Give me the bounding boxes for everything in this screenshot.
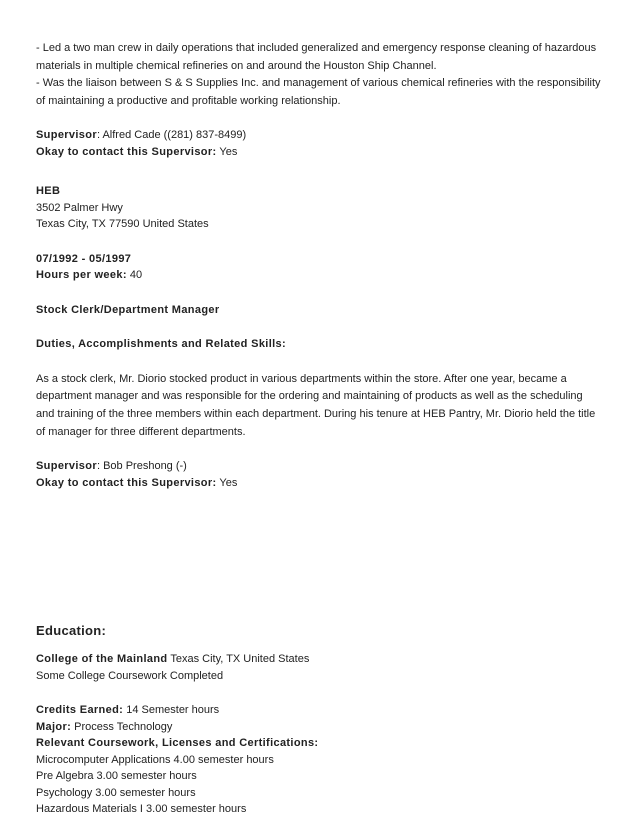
coursework-heading: Relevant Coursework, Licenses and Certifications: bbox=[36, 737, 319, 750]
duty-line: department manager and was responsible for the ordering and maintaining of products as well as the scheduling bbox=[36, 390, 583, 403]
duty-line: - Was the liaison between S & S Supplies Inc. and management of various chemical refineries with the responsibility bbox=[36, 77, 601, 90]
employer-address-line2: Texas City, TX 77590 United States bbox=[36, 218, 209, 231]
okay-contact-value: Yes bbox=[219, 145, 238, 158]
resume-page bbox=[36, 40, 606, 818]
major bbox=[36, 719, 606, 736]
credits-value: 14 Semester hours bbox=[126, 704, 220, 717]
supervisor-label: Supervisor bbox=[36, 129, 97, 142]
hours-per-week bbox=[36, 267, 606, 284]
duty-line: - Led a two man crew in daily operations that included generalized and emergency response cleaning of hazardous bbox=[36, 42, 597, 54]
education-status: Some College Coursework Completed bbox=[36, 669, 224, 682]
school-location: Texas City, TX United States bbox=[170, 653, 310, 666]
supervisor-value: : Bob Preshong (-) bbox=[96, 460, 187, 473]
course-item: Microcomputer Applications 4.00 semester hours bbox=[36, 753, 274, 766]
course-item: Pre Algebra 3.00 semester hours bbox=[36, 770, 197, 783]
okay-contact-label: Okay to contact this Supervisor: bbox=[36, 476, 217, 489]
job-one-supervisor bbox=[36, 127, 606, 144]
employer-address-line1: 3502 Palmer Hwy bbox=[36, 201, 123, 214]
job-one-okay-contact bbox=[36, 144, 606, 161]
duty-line: and training of the three members within each department. During his tenure at HEB Pantry, Mr. Diorio held the title bbox=[36, 408, 596, 421]
course-item: Hazardous Materials I 3.00 semester hours bbox=[36, 803, 247, 816]
credits-earned bbox=[36, 702, 606, 719]
credits-label: Credits Earned: bbox=[36, 704, 124, 717]
major-label: Major: bbox=[36, 720, 72, 733]
hours-label: Hours per week: bbox=[36, 269, 127, 282]
okay-contact-value: Yes bbox=[219, 476, 238, 489]
job-two-okay-contact bbox=[36, 475, 606, 492]
duty-line: of manager for three different departments. bbox=[36, 425, 246, 438]
supervisor-label: Supervisor bbox=[36, 460, 97, 473]
education-heading: Education: bbox=[36, 623, 107, 639]
school-line bbox=[36, 651, 606, 668]
employment-dates: 07/1992 - 05/1997 bbox=[36, 252, 132, 265]
duty-line: of maintaining a productive and profitable working relationship. bbox=[36, 94, 341, 107]
major-value: Process Technology bbox=[74, 720, 173, 733]
okay-contact-label: Okay to contact this Supervisor: bbox=[36, 145, 217, 158]
hours-value: 40 bbox=[129, 269, 143, 282]
job-two-duties bbox=[36, 371, 606, 441]
duties-heading: Duties, Accomplishments and Related Skills: bbox=[36, 338, 286, 351]
job-two-supervisor bbox=[36, 458, 606, 475]
school-name: College of the Mainland bbox=[36, 653, 168, 666]
duty-line: As a stock clerk, Mr. Diorio stocked product in various departments within the store. After one year, became a bbox=[36, 372, 567, 385]
job-one-duties bbox=[36, 40, 606, 110]
employer-name: HEB bbox=[36, 185, 61, 198]
course-item: Psychology 3.00 semester hours bbox=[36, 786, 196, 799]
job-title: Stock Clerk/Department Manager bbox=[36, 303, 220, 316]
supervisor-value: : Alfred Cade ((281) 837-8499) bbox=[96, 129, 247, 142]
duty-line: materials in multiple chemical refineries on and around the Houston Ship Channel. bbox=[36, 59, 437, 72]
